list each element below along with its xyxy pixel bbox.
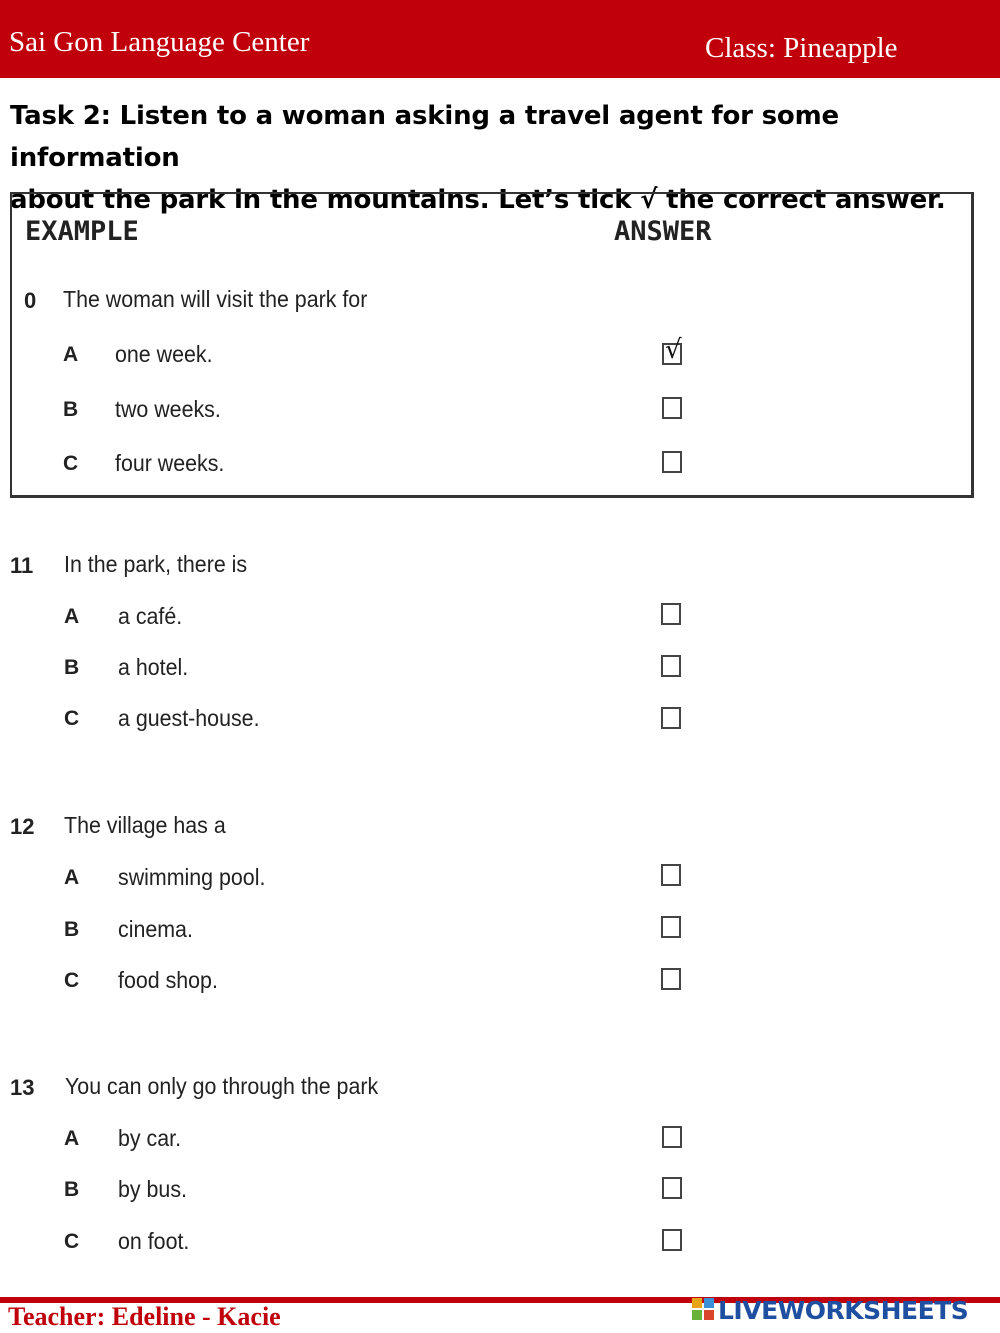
option-text: a café. <box>118 603 183 629</box>
option-letter: C <box>64 969 80 992</box>
teacher-name: Teacher: Edeline - Kacie <box>8 1302 281 1331</box>
class-name: Class: Pineapple <box>705 32 898 64</box>
option-letter: B <box>64 656 80 679</box>
question-text-12: The village has a <box>64 812 226 838</box>
example-heading: EXAMPLE <box>25 216 139 247</box>
question-text-0: The woman will visit the park for <box>63 286 368 312</box>
answer-checkbox-11-b[interactable] <box>661 655 681 677</box>
answer-checkbox-13-c[interactable] <box>662 1229 682 1251</box>
answer-checkbox-13-b[interactable] <box>662 1177 682 1199</box>
option-letter: A <box>64 1127 80 1150</box>
option-letter: C <box>63 452 79 475</box>
option-text: a guest-house. <box>118 705 260 731</box>
school-name: Sai Gon Language Center <box>9 26 310 58</box>
liveworksheets-grid-icon <box>692 1298 716 1322</box>
option-text: one week. <box>115 341 213 367</box>
answer-checkbox-11-c[interactable] <box>661 707 681 729</box>
option-text: by bus. <box>118 1176 187 1202</box>
answer-checkbox-11-a[interactable] <box>661 603 681 625</box>
option-letter: B <box>63 398 79 421</box>
question-number-0: 0 <box>24 288 37 313</box>
answer-heading: ANSWER <box>614 216 712 247</box>
option-letter: A <box>63 343 79 366</box>
option-letter: A <box>64 866 80 889</box>
option-text: a hotel. <box>118 654 189 680</box>
option-text: four weeks. <box>115 450 225 476</box>
liveworksheets-logo[interactable] <box>692 1296 968 1324</box>
answer-checkbox-12-c[interactable] <box>661 968 681 990</box>
option-letter: B <box>64 918 80 941</box>
question-text-13: You can only go through the park <box>65 1073 379 1099</box>
liveworksheets-brand: LIVEWORKSHEETS <box>718 1295 969 1325</box>
option-text: swimming pool. <box>118 864 266 890</box>
answer-checkbox-example-a[interactable] <box>662 335 682 365</box>
question-number-11: 11 <box>10 553 34 578</box>
answer-checkbox-13-a[interactable] <box>662 1126 682 1148</box>
question-number-13: 13 <box>10 1075 35 1100</box>
option-text: on foot. <box>118 1228 190 1254</box>
answer-checkbox-12-a[interactable] <box>661 864 681 886</box>
question-number-12: 12 <box>10 814 35 839</box>
option-text: cinema. <box>118 916 193 942</box>
option-text: two weeks. <box>115 396 221 422</box>
answer-checkbox-12-b[interactable] <box>661 916 681 938</box>
header-bar <box>0 0 1000 78</box>
option-letter: B <box>64 1178 80 1201</box>
option-letter: C <box>64 1230 80 1253</box>
question-text-11: In the park, there is <box>64 551 248 577</box>
answer-checkbox-example-c[interactable] <box>662 451 682 473</box>
tick-mark-icon: √ <box>665 335 682 365</box>
option-letter: C <box>64 707 80 730</box>
option-text: food shop. <box>118 967 218 993</box>
answer-checkbox-example-b[interactable] <box>662 397 682 419</box>
task-line-1: Task 2: Listen to a woman asking a travel agent for some information <box>10 101 839 173</box>
task-line-2: about the park in the mountains. Let’s tick √ the correct answer. <box>10 185 946 215</box>
option-text: by car. <box>118 1125 182 1151</box>
option-letter: A <box>64 605 80 628</box>
